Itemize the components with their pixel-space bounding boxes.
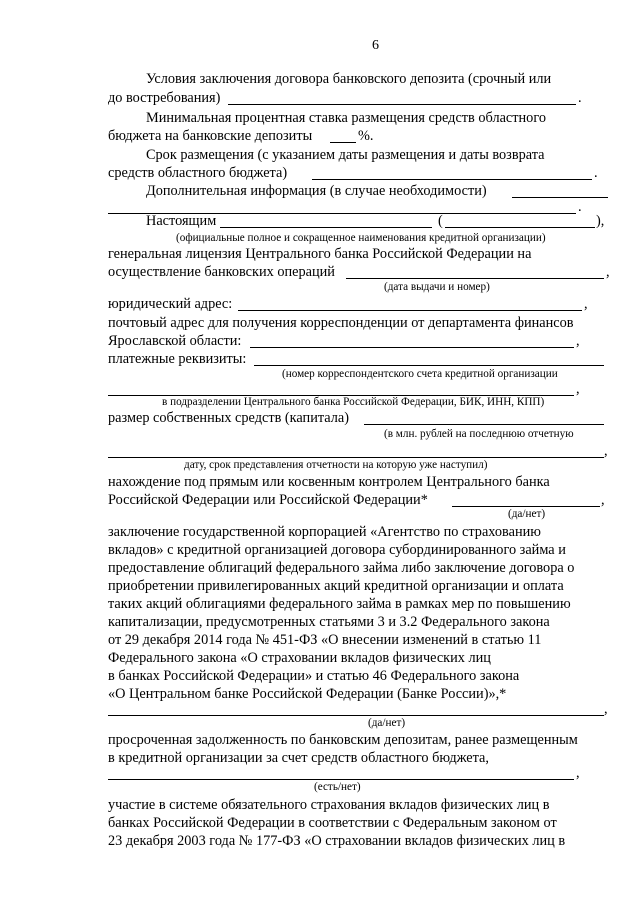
- deposit-type-field[interactable]: [228, 90, 576, 105]
- placement-term-field[interactable]: [312, 165, 592, 180]
- punct: ,: [604, 701, 608, 717]
- text-line: [0, 296, 640, 316]
- dia-label: «О Центральном банке Российской Федерации (Банке России)»,*: [108, 686, 507, 702]
- own-funds-hint: (в млн. рублей на последнюю отчетную: [384, 428, 574, 440]
- text-line: [0, 128, 640, 148]
- license-field[interactable]: [346, 264, 604, 279]
- dia-hint: (да/нет): [368, 717, 406, 729]
- insurance-label: участие в системе обязательного страхования вкладов физических лиц в: [108, 797, 550, 813]
- dia-label: заключение государственной корпорацией «Агентство по страхованию: [108, 524, 541, 540]
- dia-label: таких акций облигациями федерального займа в рамках мер по повышению: [108, 596, 571, 612]
- percent-sign: %.: [358, 128, 374, 144]
- text-line: [0, 614, 640, 634]
- text-line: [0, 110, 640, 130]
- dia-label: от 29 декабря 2014 года № 451-ФЗ «О внесении изменений в статью 11: [108, 632, 542, 648]
- bank-name-hint: (официальные полное и сокращенное наименования кредитной организации): [176, 232, 546, 244]
- text-line: [0, 668, 640, 688]
- legal-address-field[interactable]: [238, 296, 582, 311]
- overdue-debt-hint: (есть/нет): [314, 781, 361, 793]
- punct: (: [438, 213, 443, 229]
- punct: ,: [576, 765, 580, 781]
- control-label-cont: Российской Федерации или Российской Федерации*: [108, 492, 428, 508]
- overdue-debt-label-cont: в кредитной организации за счет средств областного бюджета,: [108, 750, 489, 766]
- insurance-label: банках Российской Федерации в соответствии с Федеральным законом от: [108, 815, 557, 831]
- page-number: 6: [372, 38, 379, 53]
- interest-rate-field[interactable]: [330, 128, 356, 143]
- dia-label: вкладов» с кредитной организацией договора субординированного займа и: [108, 542, 566, 558]
- text-line: [0, 246, 640, 266]
- own-funds-hint-cont: дату, срок представления отчетности на которую уже наступил): [184, 459, 488, 471]
- bank-short-name-field[interactable]: [445, 213, 595, 228]
- text-line: [0, 90, 640, 110]
- dia-field[interactable]: [108, 701, 604, 716]
- text-line: [0, 165, 640, 185]
- punct: ),: [596, 213, 605, 229]
- postal-address-field[interactable]: [250, 333, 574, 348]
- text-line: [0, 578, 640, 598]
- text-line: [0, 147, 640, 167]
- text-line: [0, 560, 640, 580]
- interest-rate-label-cont: бюджета на банковские депозиты: [108, 128, 313, 144]
- dia-label: предоставление облигаций федерального займа либо заключение договора о: [108, 560, 575, 576]
- punct: ,: [606, 264, 610, 280]
- punct: .: [578, 90, 582, 106]
- text-line: [0, 797, 640, 817]
- legal-address-label: юридический адрес:: [108, 296, 233, 312]
- postal-address-label: почтовый адрес для получения корреспонденции от департамента финансов: [108, 315, 574, 331]
- text-line: [0, 632, 640, 652]
- punct: .: [578, 199, 582, 215]
- bank-full-name-field[interactable]: [220, 213, 432, 228]
- dia-label: в банках Российской Федерации» и статью 46 Федерального закона: [108, 668, 520, 684]
- text-line: [0, 732, 640, 752]
- dia-label: Федерального закона «О страховании вкладов физических лиц: [108, 650, 491, 666]
- placement-term-label-cont: средств областного бюджета): [108, 165, 288, 181]
- dia-label: капитализации, предусмотренных статьями 3 и 3.2 Федерального закона: [108, 614, 550, 630]
- payment-details-field-cont[interactable]: [108, 381, 574, 396]
- text-line: [0, 815, 640, 835]
- text-line: [0, 213, 640, 233]
- payment-details-hint: (номер корреспондентского счета кредитной организации: [282, 368, 558, 380]
- page-number-line: [0, 38, 640, 58]
- license-label: генеральная лицензия Центрального банка Российской Федерации на: [108, 246, 532, 262]
- punct: .: [594, 165, 598, 181]
- own-funds-label: размер собственных средств (капитала): [108, 410, 349, 426]
- license-label-cont: осуществление банковских операций: [108, 264, 335, 280]
- punct: ,: [604, 443, 608, 459]
- postal-address-label-cont: Ярославской области:: [108, 333, 242, 349]
- additional-info-field[interactable]: [512, 183, 608, 198]
- text-line: [0, 524, 640, 544]
- license-hint: (дата выдачи и номер): [384, 281, 490, 293]
- text-line: [0, 474, 640, 494]
- additional-info-field-cont[interactable]: [108, 199, 576, 214]
- text-line: [0, 71, 640, 91]
- deposit-term-label: до востребования): [108, 90, 221, 106]
- additional-info-label: Дополнительная информация (в случае необходимости): [146, 183, 487, 199]
- control-hint: (да/нет): [508, 508, 546, 520]
- text-line: [0, 833, 640, 853]
- overdue-debt-label: просроченная задолженность по банковским депозитам, ранее размещенным: [108, 732, 578, 748]
- text-line: [0, 542, 640, 562]
- own-funds-field[interactable]: [364, 410, 604, 425]
- punct: ,: [601, 492, 605, 508]
- text-line: [0, 315, 640, 335]
- control-label: нахождение под прямым или косвенным контролем Центрального банка: [108, 474, 550, 490]
- punct: ,: [584, 296, 588, 312]
- punct: ,: [576, 381, 580, 397]
- placement-term-label: Срок размещения (с указанием даты размещения и даты возврата: [146, 147, 545, 163]
- text-line: [0, 596, 640, 616]
- punct: ,: [576, 333, 580, 349]
- deposit-conditions-label: Условия заключения договора банковского депозита (срочный или: [146, 71, 552, 87]
- text-line: [0, 650, 640, 670]
- interest-rate-label: Минимальная процентная ставка размещения средств областного: [146, 110, 546, 126]
- insurance-label: 23 декабря 2003 года № 177-ФЗ «О страховании вкладов физических лиц в: [108, 833, 566, 849]
- payment-details-label: платежные реквизиты:: [108, 351, 247, 367]
- text-line: [0, 410, 640, 430]
- payment-details-field[interactable]: [254, 351, 604, 366]
- overdue-debt-field[interactable]: [108, 765, 574, 780]
- own-funds-field-cont[interactable]: [108, 443, 604, 458]
- payment-details-hint-cont: в подразделении Центрального банка Российской Федерации, БИК, ИНН, КПП): [162, 396, 545, 408]
- hereby-label: Настоящим: [146, 213, 217, 229]
- text-line: [0, 333, 640, 353]
- dia-label: приобретении привилегированных акций кредитной организации и оплата: [108, 578, 564, 594]
- control-field[interactable]: [452, 492, 600, 507]
